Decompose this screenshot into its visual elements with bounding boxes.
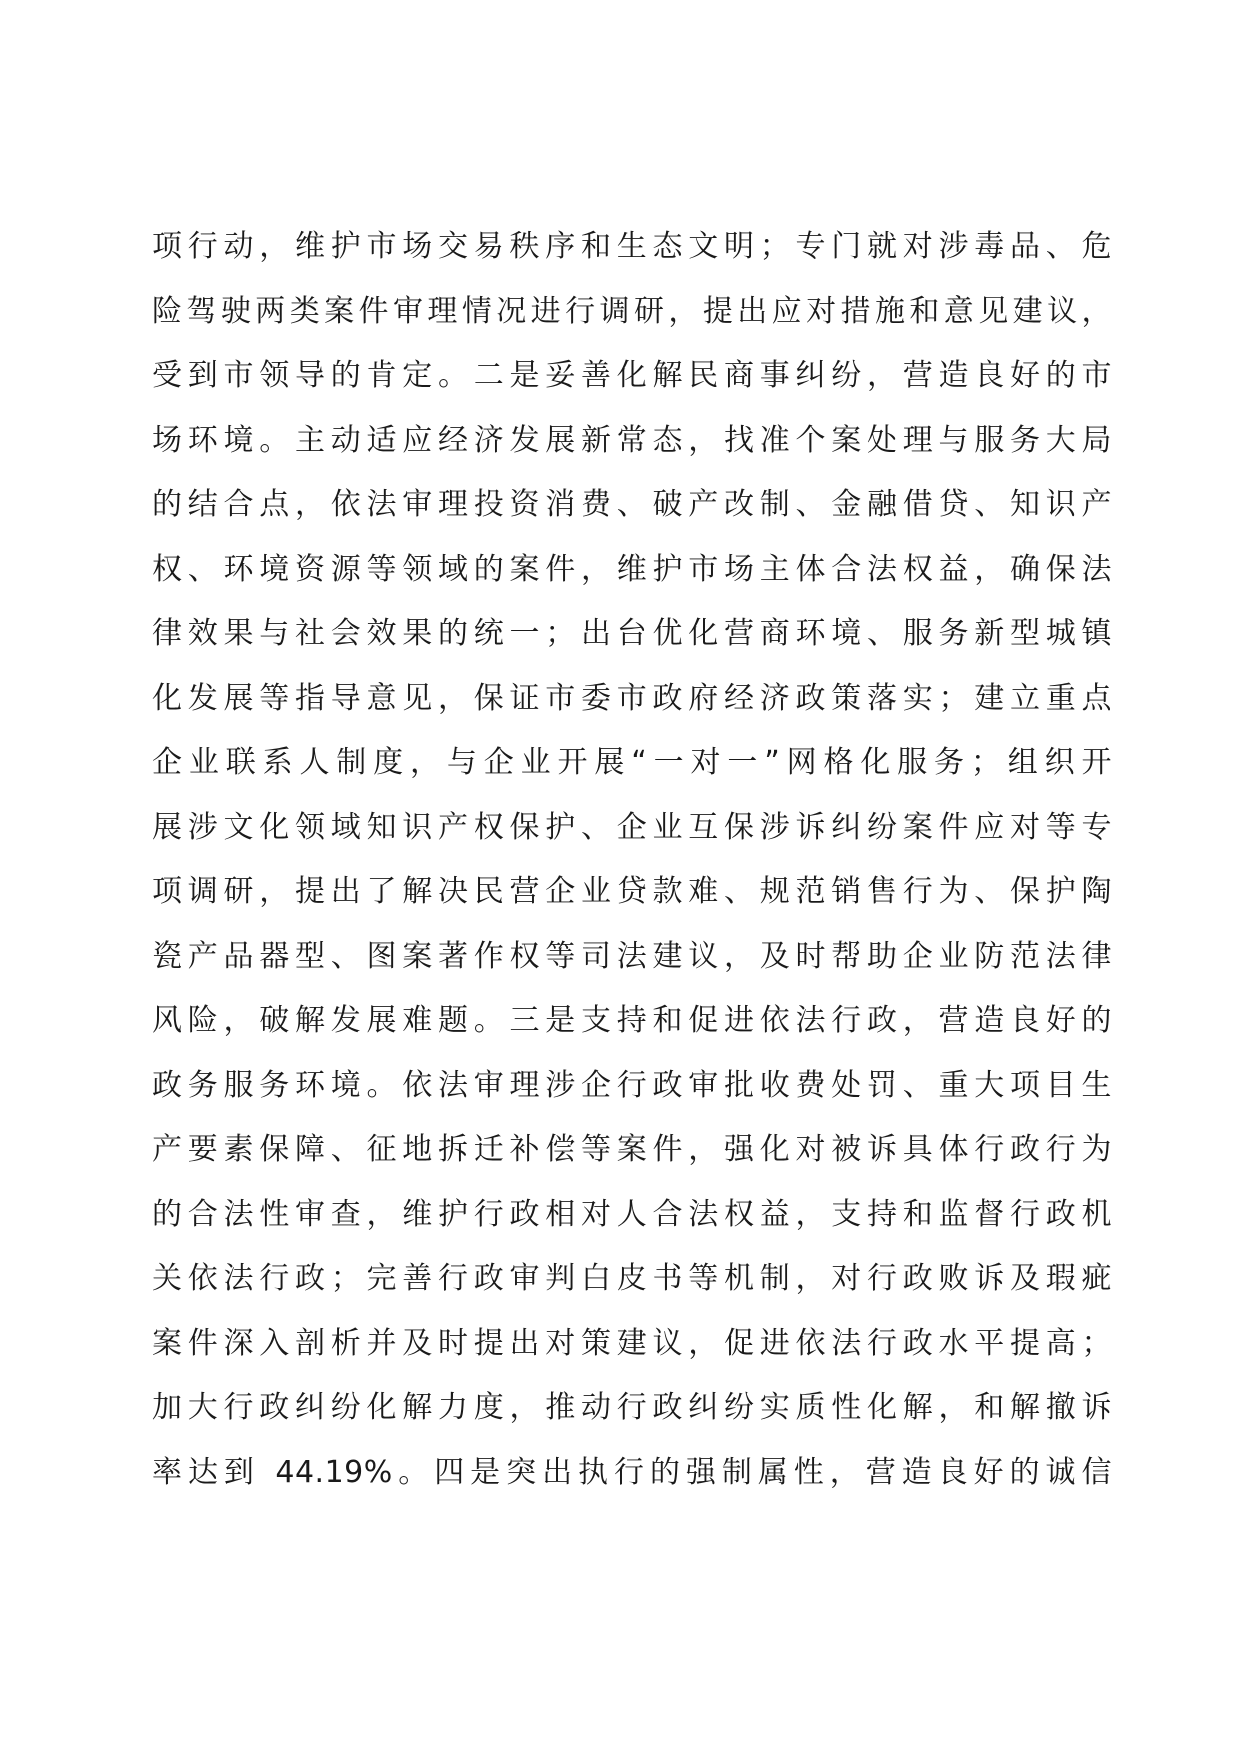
text-line: 项行动，维护市场交易秩序和生态文明；专门就对涉毒品、危	[152, 229, 1112, 264]
text-line: 产要素保障、征地拆迁补偿等案件，强化对被诉具体行政行为	[152, 1132, 1112, 1167]
text-line: 场环境。主动适应经济发展新常态，找准个案处理与服务大局	[152, 422, 1112, 458]
text-line: 案件深入剖析并及时提出对策建议，促进依法行政水平提高；	[152, 1325, 1112, 1361]
text-line: 项调研，提出了解决民营企业贷款难、规范销售行为、保护陶	[152, 874, 1112, 909]
text-line: 的合法性审查，维护行政相对人合法权益，支持和监督行政机	[152, 1196, 1112, 1232]
text-line: 关依法行政；完善行政审判白皮书等机制，对行政败诉及瑕疵	[152, 1261, 1112, 1296]
text-line: 的结合点，依法审理投资消费、破产改制、金融借贷、知识产	[152, 487, 1112, 522]
text-line: 权、环境资源等领域的案件，维护市场主体合法权益，确保法	[152, 551, 1112, 587]
text-line: 展涉文化领域知识产权保护、企业互保涉诉纠纷案件应对等专	[152, 809, 1112, 845]
text-line: 政务服务环境。依法审理涉企行政审批收费处罚、重大项目生	[152, 1067, 1112, 1103]
text-line: 化发展等指导意见，保证市委市政府经济政策落实；建立重点	[152, 680, 1112, 716]
text-line: 风险，破解发展难题。三是支持和促进依法行政，营造良好的	[152, 1003, 1112, 1038]
text-line: 瓷产品器型、图案著作权等司法建议，及时帮助企业防范法律	[152, 938, 1112, 974]
text-line: 企业联系人制度，与企业开展“一对一”网格化服务；组织开	[152, 745, 1112, 780]
text-line: 律效果与社会效果的统一；出台优化营商环境、服务新型城镇	[152, 616, 1112, 651]
text-line: 险驾驶两类案件审理情况进行调研，提出应对措施和意见建议，	[152, 293, 1112, 329]
text-line: 受到市领导的肯定。二是妥善化解民商事纠纷，营造良好的市	[152, 358, 1112, 393]
text-line: 率达到 44.19%。四是突出执行的强制属性，营造良好的诚信	[152, 1454, 1112, 1490]
body-text	[152, 215, 1112, 1505]
text-line: 加大行政纠纷化解力度，推动行政纠纷实质性化解，和解撤诉	[152, 1390, 1112, 1425]
